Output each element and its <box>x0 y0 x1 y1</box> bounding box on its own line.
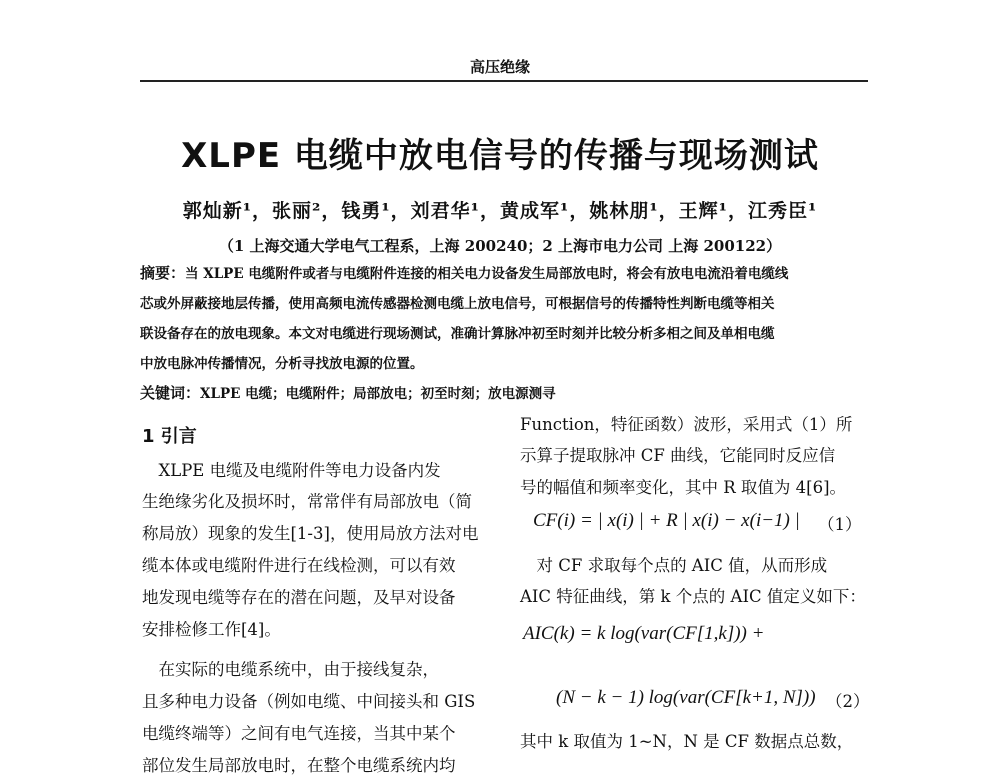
equation-number: （2） <box>826 692 870 711</box>
body-line: 缆本体或电缆附件进行在线检测，可以有效 <box>142 556 456 575</box>
keywords <box>140 382 870 403</box>
body-line: 电缆终端等）之间有电气连接，当其中某个 <box>142 724 456 743</box>
body-line: 号的幅值和频率变化，其中 R 取值为 4[6]。 <box>520 478 847 497</box>
body-line: 对 CF 求取每个点的 AIC 值，从而形成 <box>520 556 828 575</box>
abstract-line: 芯或外屏蔽接地层传播，使用高频电流传感器检测电缆上放电信号，可根据信号的传播特性判断电缆等相关 <box>140 296 775 312</box>
section-heading: 1 引言 <box>142 426 197 447</box>
body-line: 部位发生局部放电时，在整个电缆系统内均 <box>142 756 456 775</box>
body-line: XLPE 电缆及电缆附件等电力设备内发 <box>142 461 441 480</box>
abstract-line: 中放电脉冲传播情况，分析寻找放电源的位置。 <box>140 356 424 372</box>
equation-1: CF(i) = | x(i) | + R | x(i) − x(i−1) | <box>533 510 800 531</box>
body-line: Function，特征函数）波形，采用式（1）所 <box>520 415 853 434</box>
abstract-line: 联设备存在的放电现象。本文对电缆进行现场测试，准确计算脉冲初至时刻并比较分析多相之间及单相电缆 <box>140 326 775 342</box>
equation-number: （1） <box>818 515 862 534</box>
affiliation: （1 上海交通大学电气工程系，上海 200240；2 上海市电力公司 上海 200122） <box>218 237 782 255</box>
header-rule <box>140 80 868 82</box>
abstract-label: 摘要： <box>140 264 186 282</box>
body-line: AIC 特征曲线，第 k 个点的 AIC 值定义如下： <box>520 587 866 606</box>
body-line: 示算子提取脉冲 CF 曲线，它能同时反应信 <box>520 446 836 465</box>
equation-2a: AIC(k) = k log(var(CF[1,k])) + <box>523 623 765 644</box>
equation-2b: (N − k − 1) log(var(CF[k+1, N])) <box>556 687 816 708</box>
body-line: 在实际的电缆系统中，由于接线复杂， <box>142 660 439 679</box>
body-line: 安排检修工作[4]。 <box>142 620 281 639</box>
body-line: 称局放）现象的发生[1-3]，使用局放方法对电 <box>142 524 479 543</box>
body-line: 其中 k 取值为 1~N，N 是 CF 数据点总数， <box>520 732 854 751</box>
authors: 郭灿新¹，张丽²，钱勇¹，刘君华¹，黄成军¹，姚林朋¹，王辉¹，江秀臣¹ <box>182 200 818 222</box>
keywords-text: XLPE 电缆；电缆附件；局部放电；初至时刻；放电源测寻 <box>200 386 556 402</box>
running-header: 高压绝缘 <box>469 58 530 76</box>
abstract-line <box>140 262 870 283</box>
abstract-text: 当 XLPE 电缆附件或者与电缆附件连接的相关电力设备发生局部放电时，将会有放电电流沿着电缆线 <box>185 266 789 282</box>
body-line: 且多种电力设备（例如电缆、中间接头和 GIS <box>142 692 476 711</box>
keywords-label: 关键词： <box>140 384 201 402</box>
paper-title: XLPE 电缆中放电信号的传播与现场测试 <box>181 136 819 176</box>
body-line: 生绝缘劣化及损坏时，常常伴有局部放电（简 <box>142 492 472 511</box>
body-line: 地发现电缆等存在的潜在问题，及早对设备 <box>142 588 456 607</box>
